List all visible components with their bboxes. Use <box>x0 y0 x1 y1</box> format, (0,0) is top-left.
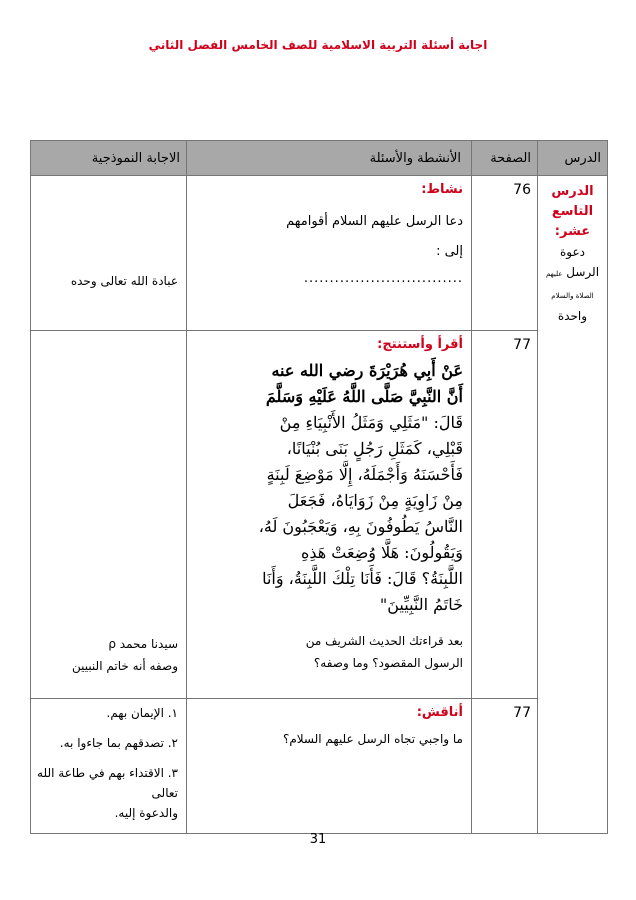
activity-text: دعا الرسل عليهم السلام أقوامهم <box>286 214 463 229</box>
header-activities: الأنشطة والأسئلة <box>187 141 472 176</box>
header-page: الصفحة <box>472 141 538 176</box>
answer-text: سيدنا محمد ρ وصفه أنه خاتم النبيين <box>71 637 178 673</box>
question-text: بعد قراءتك الحديث الشريف من الرسول المقصود؟ وما وصفه؟ <box>305 634 463 670</box>
hadith-text: عَنْ أَبِي هُرَيْرَةَ رضي الله عنه أَنَّ النَّبِيَّ صَلَّى اللَّهُ عَلَيْهِ وَسَلَّمَ قَالَ: "مَثَلِي وَمَثَلُ الأَنْبِيَاءِ مِنْ قَبْلِي، كَمَثَلِ رَجُلٍ بَنَى بُنْيَانًا، فَأَحْسَنَهُ وَأَجْمَلَهُ، إِلَّا مَوْضِعَ لَبِنَةٍ مِنْ زَاوِيَةٍ مِنْ زَوَايَاهُ، فَجَعَلَ النَّاسُ يَطُوفُونَ بِهِ، وَيَعْجَبُونَ لَهُ، وَيَقُولُونَ: هَلَّا وُضِعَتْ هَذِهِ اللَّبِنَةُ؟ قَالَ: فَأَنَا تِلْكَ اللَّبِنَةُ، وَأَنَا خَاتَمُ النَّبِيِّينَ" <box>258 361 463 614</box>
activity-cell <box>187 331 472 699</box>
activity-label: نشاط: <box>421 182 463 197</box>
lesson-subtitle-line: واحدة <box>557 309 588 323</box>
answer-cell <box>31 176 187 331</box>
page-number-cell: 77 <box>472 699 538 834</box>
page-number-cell: 77 <box>472 331 538 699</box>
answer-list-item: ٢. تصدقهم بما جاءوا به. <box>59 736 178 750</box>
lesson-title-line: الدرس <box>551 184 594 199</box>
page-number-cell: 76 <box>472 176 538 331</box>
lesson-subtitle-line: دعوة <box>560 245 585 259</box>
activity-label: أناقش: <box>416 705 463 720</box>
header-lesson: الدرس <box>538 141 608 176</box>
answer-text: عبادة الله تعالى وحده <box>70 274 178 288</box>
answer-list-item: ٣. الاقتداء بهم في طاعة الله تعالى <box>37 766 178 800</box>
lesson-title-line: عشر: <box>554 224 591 239</box>
activity-cell <box>187 699 472 834</box>
fill-in-blank: ............................... <box>303 271 463 286</box>
page-title: اجابة أسئلة التربية الاسلامية للصف الخامس الفصل الثاني <box>148 38 488 52</box>
table-row <box>31 331 608 699</box>
table-row <box>31 176 608 331</box>
lesson-title-line: التاسع <box>551 204 594 219</box>
header-answer: الاجابة النموذجية <box>31 141 187 176</box>
table-header-row <box>31 141 608 176</box>
table-row <box>31 699 608 834</box>
answer-cell <box>31 699 187 834</box>
answers-table <box>30 140 608 834</box>
activity-text: إلى : <box>436 244 463 259</box>
lesson-subtitle-small: الصلاة والسلام <box>551 292 594 300</box>
answer-cell <box>31 331 187 699</box>
answer-list-item: والدعوة إليه. <box>114 806 178 820</box>
lesson-subtitle-line: الرسل عليهم <box>545 265 600 279</box>
lesson-cell <box>538 176 608 834</box>
answer-list-item: ١. الإيمان بهم. <box>106 706 178 720</box>
activity-label: أقرأ وأستنتج: <box>377 337 463 352</box>
activity-cell <box>187 176 472 331</box>
page-number: 31 <box>309 832 327 847</box>
question-text: ما واجبي تجاه الرسل عليهم السلام؟ <box>282 732 463 746</box>
